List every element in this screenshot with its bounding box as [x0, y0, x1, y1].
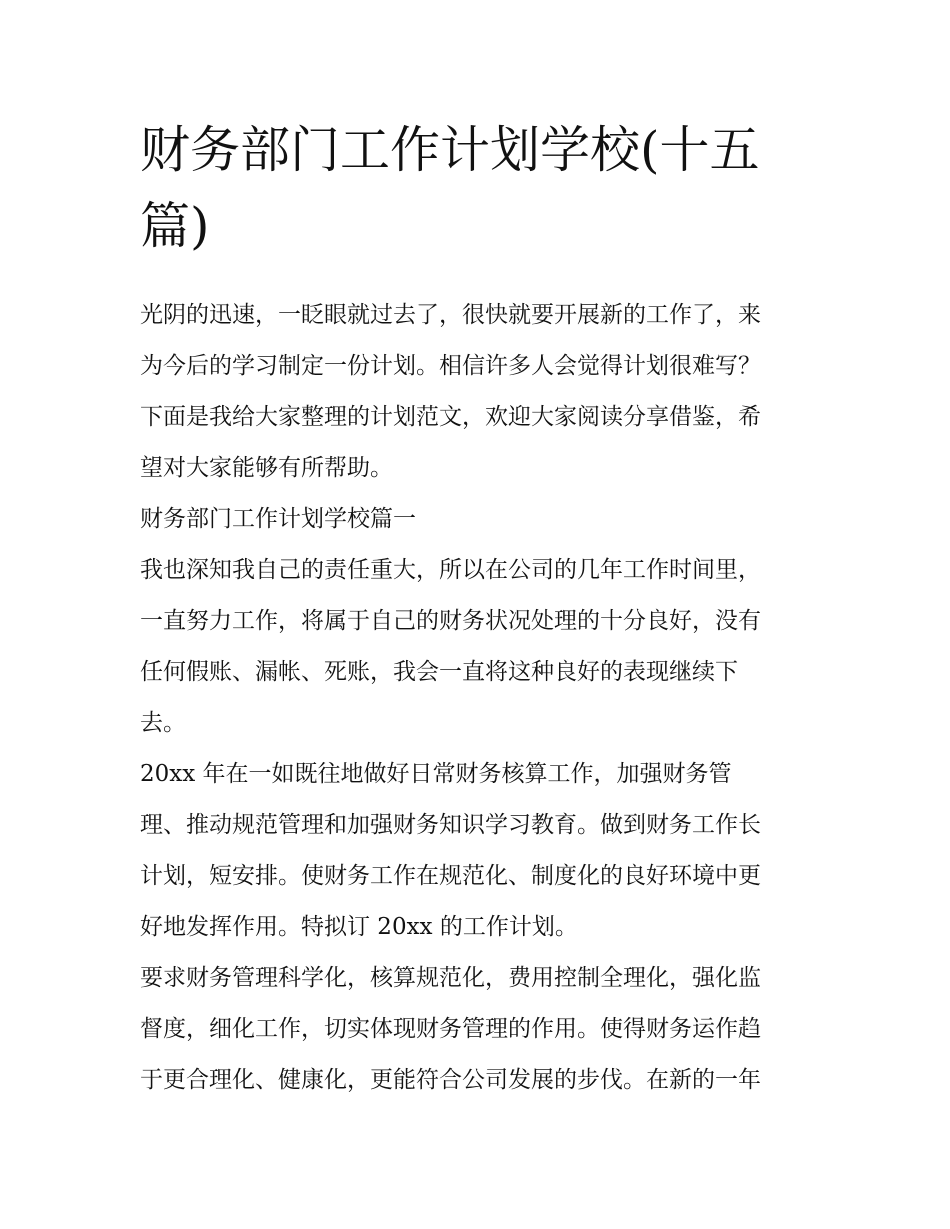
text-line: 财务部门工作计划学校篇一 [140, 506, 416, 532]
text-line: 下面是我给大家整理的计划范文，欢迎大家阅读分享借鉴，希 [140, 404, 761, 430]
text-line: 好地发挥作用。特拟订 20xx 的工作计划。 [140, 914, 578, 940]
title-line: 篇) [140, 197, 210, 255]
section-heading [140, 494, 812, 545]
document-body [140, 290, 812, 1106]
text-line: 去。 [140, 710, 186, 736]
text-line: 光阴的迅速，一眨眼就过去了，很快就要开展新的工作了，来 [140, 302, 761, 328]
text-line: 要求财务管理科学化，核算规范化，费用控制全理化，强化监 [140, 965, 761, 991]
text-line: 理、推动规范管理和加强财务知识学习教育。做到财务工作长 [140, 812, 761, 838]
text-line: 20xx 年在一如既往地做好日常财务核算工作，加强财务管 [140, 761, 732, 787]
body-paragraph [140, 953, 812, 1106]
title-line: 财务部门工作计划学校(十五 [140, 121, 760, 179]
text-line: 于更合理化、健康化，更能符合公司发展的步伐。在新的一年 [140, 1067, 761, 1093]
text-line: 督度，细化工作，切实体现财务管理的作用。使得财务运作趋 [140, 1016, 761, 1042]
text-line: 任何假账、漏帐、死账，我会一直将这种良好的表现继续下 [140, 659, 738, 685]
text-line: 我也深知我自己的责任重大，所以在公司的几年工作时间里， [140, 557, 761, 583]
text-line: 为今后的学习制定一份计划。相信许多人会觉得计划很难写？ [140, 353, 761, 379]
body-paragraph [140, 749, 812, 953]
text-line: 一直努力工作，将属于自己的财务状况处理的十分良好，没有 [140, 608, 761, 634]
text-line: 计划，短安排。使财务工作在规范化、制度化的良好环境中更 [140, 863, 761, 889]
document-title [140, 112, 780, 264]
document-content [140, 112, 812, 1106]
text-line: 望对大家能够有所帮助。 [140, 455, 393, 481]
intro-paragraph [140, 290, 812, 494]
body-paragraph [140, 545, 812, 749]
